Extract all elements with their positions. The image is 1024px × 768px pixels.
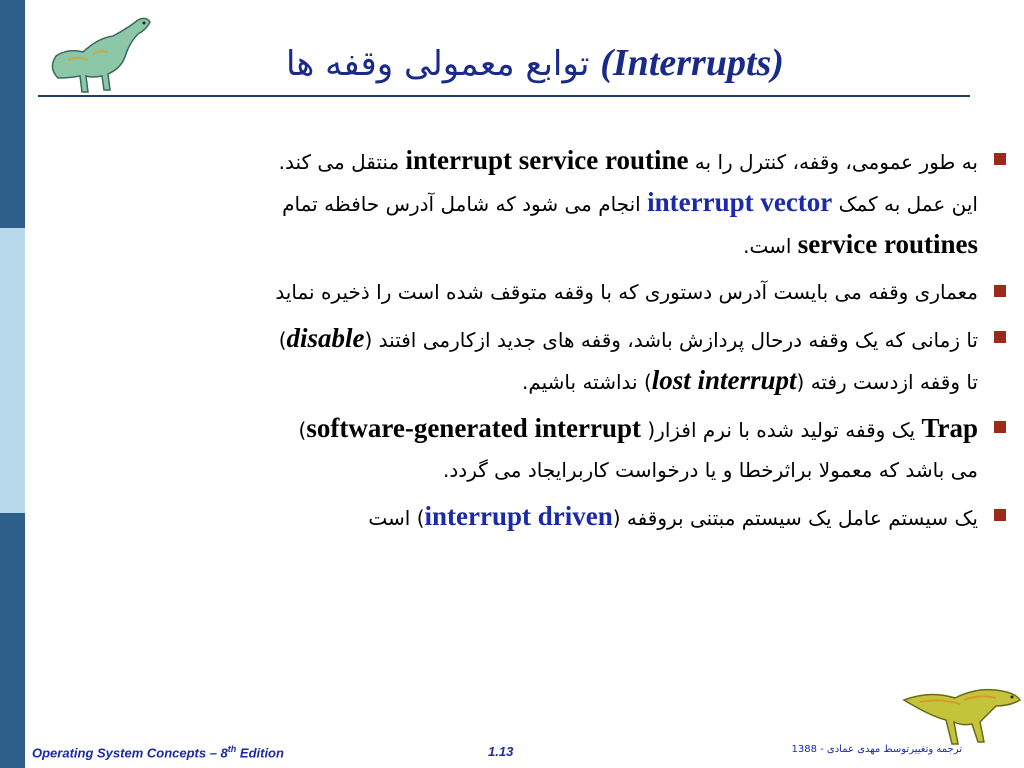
bullet-term: disable <box>286 323 365 353</box>
title-english: Interrupts <box>612 42 772 84</box>
bullet-line <box>110 182 978 224</box>
bullet-item <box>110 140 978 266</box>
bullet-text: انجام می شود که شامل آدرس حافظه تمام <box>282 192 648 216</box>
bullet-marker-icon <box>994 509 1006 521</box>
bullet-item <box>110 408 978 490</box>
dinosaur-top-left-icon <box>38 8 158 98</box>
bullet-line <box>110 318 978 360</box>
sidebar-segment-middle <box>0 228 25 513</box>
bullet-marker-icon <box>994 153 1006 165</box>
bullet-line <box>110 272 978 312</box>
bullet-text: است. <box>743 234 798 258</box>
bullet-term: service routines <box>797 229 978 259</box>
dinosaur-bottom-right-icon <box>900 660 1024 750</box>
bullet-text: ) <box>278 328 287 352</box>
bullet-text: این عمل به کمک <box>832 192 978 216</box>
bullet-list <box>110 140 978 544</box>
sidebar-segment-top <box>0 0 25 228</box>
left-sidebar-bar <box>0 0 25 768</box>
footer-book-title: Operating System Concepts – 8th Edition <box>32 744 284 761</box>
bullet-text: ) <box>298 418 307 442</box>
bullet-line <box>110 360 978 402</box>
slide-title <box>150 38 920 88</box>
bullet-item <box>110 496 978 538</box>
bullet-term: Trap <box>921 413 978 443</box>
bullet-text: تا زمانی که یک وقفه درحال پردازش باشد، وقفه های جدید ازکارمی افتند ( <box>364 328 978 352</box>
footer-translator-credit: ترجمه وتغییرتوسط مهدی عمادی - 1388 <box>791 744 962 755</box>
bullet-term: interrupt driven <box>424 501 613 531</box>
title-open-paren: ( <box>600 42 613 84</box>
bullet-text: به طور عمومی، وقفه، کنترل را به <box>688 150 978 174</box>
bullet-line <box>110 224 978 266</box>
bullet-term: interrupt vector <box>647 187 833 217</box>
bullet-text: تا وقفه ازدست رفته ( <box>796 370 978 394</box>
bullet-line <box>110 450 978 490</box>
bullet-term: interrupt service routine <box>405 145 689 175</box>
bullet-text: یک سیستم عامل یک سیستم مبتنی بروقفه ( <box>612 506 978 530</box>
sidebar-segment-bottom <box>0 513 25 768</box>
bullet-text: منتقل می کند. <box>278 150 406 174</box>
bullet-term: software-generated interrupt <box>306 413 642 443</box>
bullet-marker-icon <box>994 421 1006 433</box>
bullet-line <box>110 496 978 538</box>
footer-page-number: 1.13 <box>488 744 514 759</box>
bullet-text: یک وقفه تولید شده با نرم افزار( <box>641 418 922 442</box>
bullet-term: lost interrupt <box>651 365 797 395</box>
bullet-marker-icon <box>994 285 1006 297</box>
bullet-line <box>110 408 978 450</box>
bullet-text: می باشد که معمولا براثرخطا و یا درخواست کاربرایجاد می گردد. <box>443 458 978 482</box>
bullet-marker-icon <box>994 331 1006 343</box>
bullet-line <box>110 140 978 182</box>
bullet-text: ) نداشته باشیم. <box>521 370 652 394</box>
bullet-text: معماری وقفه می بایست آدرس دستوری که با وقفه متوقف شده است را ذخیره نماید <box>275 280 978 304</box>
title-persian: توابع معمولی وقفه ها <box>286 44 590 84</box>
title-close-paren: ) <box>771 42 784 84</box>
title-underline <box>38 95 970 97</box>
bullet-text: ) است <box>368 506 425 530</box>
bullet-item <box>110 318 978 402</box>
bullet-item <box>110 272 978 312</box>
